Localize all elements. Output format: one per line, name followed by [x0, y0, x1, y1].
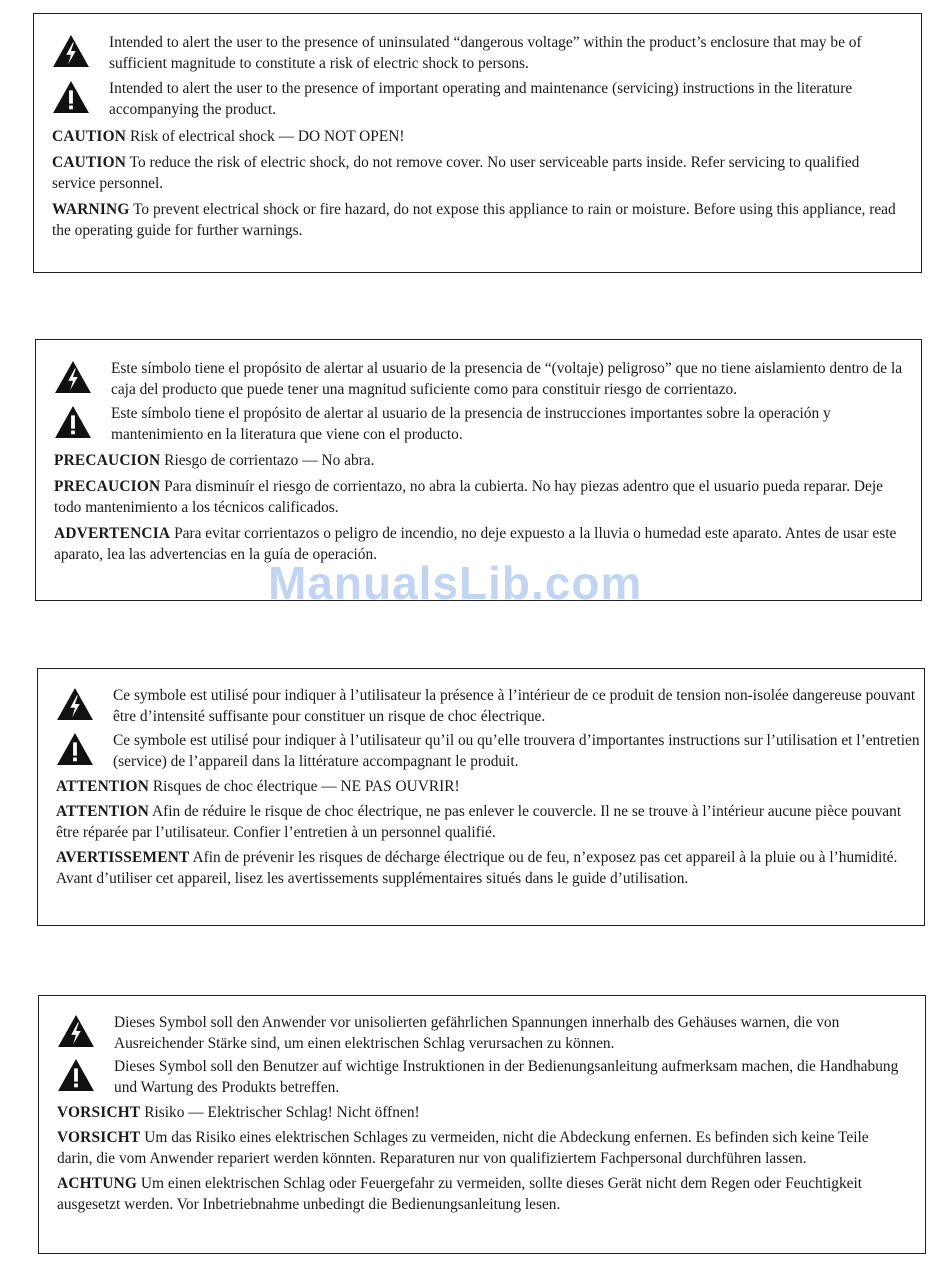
warning-moisture-note: AVERTISSEMENT Afin de prévenir les risques de décharge électrique ou de feu, n’exposez pas cet appareil à la pluie ou à l’humidité. Avant d’utiliser cet appareil, lisez les avertissements supplémentaires situés dans le guide d’utilisation.	[56, 849, 898, 887]
voltage-symbol-note: Este símbolo tiene el propósito de alertar al usuario de la presencia de “(voltaje) peligroso” que no tiene aislamiento dentro de la caja del producto que puede tener una magnitud suficiente como para constituir riesgo de corrientazo.	[36, 358, 921, 400]
exclamation-symbol-note: Ce symbole est utilisé pour indiquer à l’utilisateur qu’il ou qu’elle trouvera d’importantes instructions sur l’utilisation et l’entretien (service) de l’appareil dans la littérature accompagnant le produit.	[38, 730, 924, 772]
caution-cover-note: ATTENTION Afin de réduire le risque de choc électrique, ne pas enlever le couvercle. Il ne se trouve à l’intérieur aucune pièce pouvant être réparée par l’utilisateur. Confier l’entretien à un personnel qualifié.	[56, 803, 902, 841]
exclamation-warning-icon	[56, 732, 94, 766]
lightning-warning-icon	[54, 360, 92, 394]
lightning-warning-icon	[56, 687, 94, 721]
voltage-symbol-note: Intended to alert the user to the presence of uninsulated “dangerous voltage” within the product’s enclosure that may be of sufficient magnitude to constitute a risk of electric shock to persons.	[34, 32, 921, 74]
warning-box-french	[37, 668, 925, 926]
warning-box-german	[38, 995, 926, 1254]
exclamation-warning-icon	[57, 1058, 95, 1092]
voltage-symbol-note: Ce symbole est utilisé pour indiquer à l’utilisateur la présence à l’intérieur de ce produit de tension non-isolée dangereuse pouvant être d’intensité suffisante pour constituer un risque de choc électrique.	[38, 685, 924, 727]
exclamation-symbol-note: Este símbolo tiene el propósito de alertar al usuario de la presencia de instrucciones importantes sobre la operación y mantenimiento en la literatura que viene con el producto.	[36, 403, 921, 445]
lightning-warning-icon	[52, 34, 90, 68]
exclamation-warning-icon	[52, 80, 90, 114]
caution-cover-note: VORSICHT Um das Risiko eines elektrischen Schlages zu vermeiden, nicht die Abdeckung enfernen. Es befinden sich keine Teile darin, die vom Anwender repariert werden könnten. Reparaturen nur von qualifiziertem Fachpersonal durchführen lassen.	[57, 1129, 869, 1167]
warning-moisture-note: WARNING To prevent electrical shock or fire hazard, do not expose this appliance to rain or moisture. Before using this appliance, read the operating guide for further warnings.	[52, 201, 896, 239]
warning-moisture-note: ADVERTENCIA Para evitar corrientazos o peligro de incendio, no deje expuesto a la lluvia o humedad este aparato. Antes de usar este aparato, lea las advertencias en la guía de operación.	[54, 525, 897, 563]
voltage-symbol-note: Dieses Symbol soll den Anwender vor unisolierten gefährlichen Spannungen innerhalb des Gehäuses warnen, die von Ausreichender Stärke sind, um einen elektrischen Schlag verursachen zu können.	[39, 1012, 925, 1054]
lightning-warning-icon	[57, 1014, 95, 1048]
watermark: ManualsLib.com	[268, 557, 643, 609]
caution-open-note: ATTENTION Risques de choc électrique — NE PAS OUVRIR!	[56, 778, 460, 795]
warning-moisture-note: ACHTUNG Um einen elektrischen Schlag oder Feuergefahr zu vermeiden, sollte dieses Gerät nicht dem Regen oder Feuchtigkeit ausgesetzt werden. Vor Inbetriebnahme unbedingt die Bedienungsanleitung lesen.	[57, 1175, 863, 1213]
warning-box-english	[33, 13, 922, 273]
exclamation-symbol-note: Intended to alert the user to the presence of important operating and maintenance (servicing) instructions in the literature accompanying the product.	[34, 78, 921, 120]
caution-open-note: VORSICHT Risiko — Elektrischer Schlag! Nicht öffnen!	[57, 1104, 420, 1121]
caution-cover-note: CAUTION To reduce the risk of electric shock, do not remove cover. No user serviceable parts inside. Refer servicing to qualified service personnel.	[52, 154, 860, 192]
exclamation-symbol-note: Dieses Symbol soll den Benutzer auf wichtige Instruktionen in der Bedienungsanleitung aufmerksam machen, die Handhabung und Wartung des Produkts betreffen.	[39, 1056, 925, 1098]
caution-cover-note: PRECAUCION Para disminuír el riesgo de corrientazo, no abra la cubierta. No hay piezas adentro que el usuario pueda reparar. Deje todo mantenimiento a los técnicos calificados.	[54, 478, 883, 516]
caution-open-note: CAUTION Risk of electrical shock — DO NOT OPEN!	[52, 128, 405, 145]
exclamation-warning-icon	[54, 405, 92, 439]
caution-open-note: PRECAUCION Riesgo de corrientazo — No abra.	[54, 452, 375, 469]
